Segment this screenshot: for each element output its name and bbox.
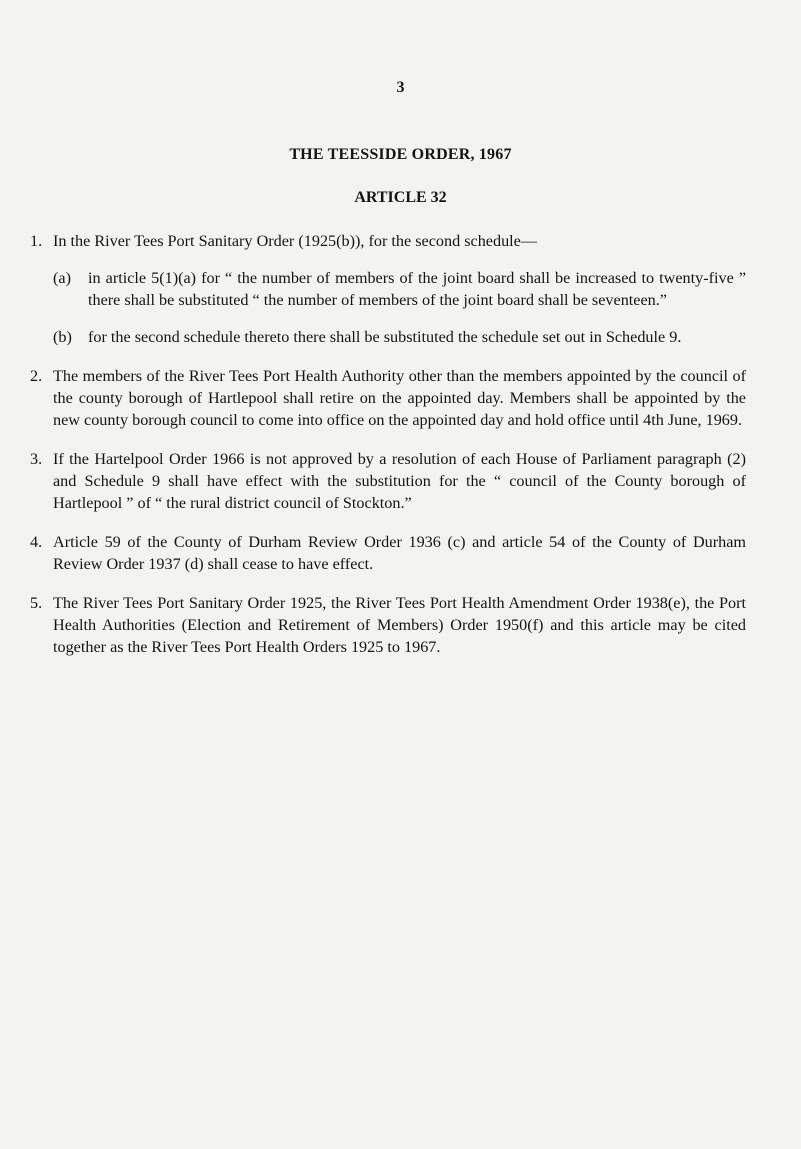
paragraph-number: 3. bbox=[30, 450, 43, 468]
document-title: THE TEESSIDE ORDER, 1967 bbox=[289, 146, 512, 163]
paragraph-2 bbox=[0, 365, 801, 431]
article-heading: ARTICLE 32 bbox=[354, 189, 447, 206]
subparagraph-label: (a) bbox=[53, 269, 71, 287]
paragraph-4 bbox=[0, 531, 801, 575]
page-number: 3 bbox=[396, 79, 405, 96]
paragraph-text: Article 59 of the County of Durham Review Order 1936 (c) and article 54 of the County of Durham Review Order 1937 (d) shall cease to have effect. bbox=[53, 533, 746, 573]
subparagraph-label: (b) bbox=[53, 328, 72, 346]
paragraph-number: 4. bbox=[30, 533, 43, 551]
paragraph-text: The members of the River Tees Port Health Authority other than the members appointed by the council of the county borough of Hartlepool shall retire on the appointed day. Members shall be appointed by the new county borough council to come into office on the appointed day and hold office until 4th June, 1969. bbox=[53, 367, 746, 429]
subparagraph-b bbox=[0, 326, 801, 348]
subparagraph-text: in article 5(1)(a) for “ the number of members of the joint board shall be increased to twenty-five ” there shall be substituted “ the number of members of the joint board shall be seventeen.” bbox=[88, 269, 746, 309]
paragraph-number: 1. bbox=[30, 232, 43, 250]
article-body bbox=[0, 230, 801, 658]
subparagraph-text: for the second schedule thereto there shall be substituted the schedule set out in Schedule 9. bbox=[88, 328, 682, 346]
paragraph-number: 2. bbox=[30, 367, 43, 385]
paragraph-text: If the Hartelpool Order 1966 is not approved by a resolution of each House of Parliament paragraph (2) and Schedule 9 shall have effect with the substitution for the “ council of the County borough of Hartlepool ” of “ the rural district council of Stockton.” bbox=[53, 450, 746, 512]
paragraph-3 bbox=[0, 448, 801, 514]
paragraph-1 bbox=[0, 230, 801, 252]
subparagraph-a bbox=[0, 267, 801, 311]
paragraph-number: 5. bbox=[30, 594, 43, 612]
paragraph-text: In the River Tees Port Sanitary Order (1925(b)), for the second schedule— bbox=[53, 232, 538, 250]
paragraph-5 bbox=[0, 592, 801, 658]
paragraph-text: The River Tees Port Sanitary Order 1925, the River Tees Port Health Amendment Order 1938(e), the Port Health Authorities (Election and Retirement of Members) Order 1950(f) and this article may be cited together as the River Tees Port Health Orders 1925 to 1967. bbox=[53, 594, 746, 656]
